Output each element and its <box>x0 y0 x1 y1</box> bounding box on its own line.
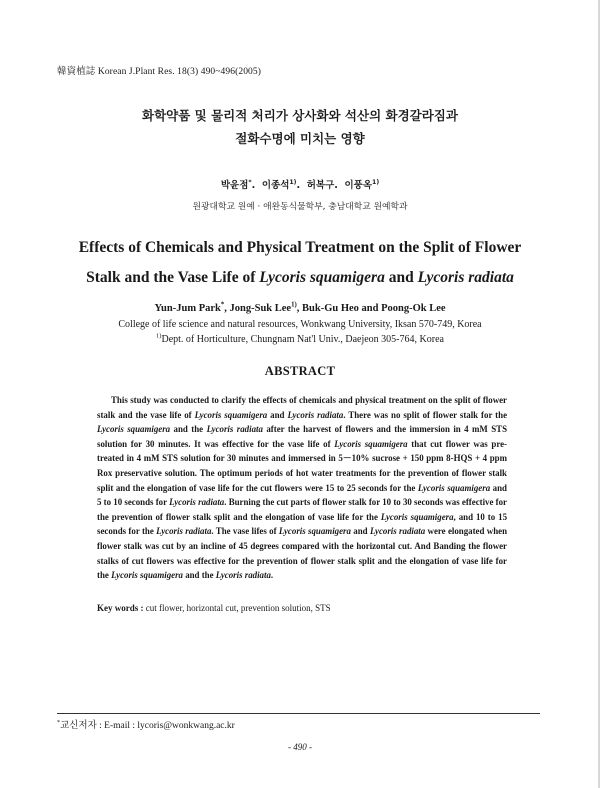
species-name: Lycoris squamigera <box>278 526 351 537</box>
keywords <box>97 603 507 613</box>
abstract-body: This study was conducted to clarify the effects of chemicals and physical treatment on the split of flower stalk and the vase life of Lycoris squamigera and Lycoris radiata. There was no split of flower stalk for the Lycoris squamigera and the Lycoris radiata after the harvest of flowers and the immersion in 4 mM STS solution for 30 minutes. It was effective for the vase life of Lycoris squamigera that cut flower was pre-treated in 4 mM STS solution for 30 minutes and immersed in 5－10% sucrose + 150 ppm 8-HQS + 4 ppm Rox preservative solution. The optimum periods of hot water treatments for the prevention of flower stalk split and the elongation of vase life for the cut flowers were 15 to 25 seconds for the Lycoris squamigera and 5 to 10 seconds for Lycoris radiata. Burning the cut parts of flower stalk for 10 to 30 seconds was effective for the prevention of flower stalk split and the elongation of vase life for the Lycoris squamigera, and 10 to 15 seconds for the Lycoris radiata. The vase lifes of Lycoris squamigera and Lycoris radiata were elongated when flower stalk was cut by an incline of 45 degrees compared with the horizontal cut. And Banding the flower stalks of cut flowers was effective for the prevention of flower stalk split and the elongation of vase life for the Lycoris squamigera and the Lycoris radiata. <box>97 395 508 581</box>
species-name: Lycoris squamigera <box>334 438 408 449</box>
abstract-heading: ABSTRACT <box>264 364 336 378</box>
english-title-line-1: Effects of Chemicals and Physical Treatment on the Split of Flower <box>78 239 522 256</box>
korean-authors: 박윤점*. 이종석$^{1)}$. 허복구. 이풍옥$^{1)}$ <box>220 178 380 191</box>
journal-header: 韓資植誌 Korean J.Plant Res. 18(3) 490~496(2005) <box>57 67 262 77</box>
species-name: Lycoris radiata <box>417 269 514 286</box>
species-name: Lycoris squamigera <box>417 482 491 493</box>
species-name: Lycoris squamigera <box>97 424 171 435</box>
korean-author-1: 박윤점 <box>220 180 249 191</box>
footnote-divider <box>57 713 540 714</box>
author-mark: 1) <box>291 301 297 309</box>
species-name: Lycoris squamigera <box>194 409 268 420</box>
korean-author-4: 이풍옥 <box>344 180 373 191</box>
other-authors: , Buk-Gu Heo and Poong-Ok Lee <box>296 303 446 314</box>
author-2: Jong-Suk Lee <box>229 303 292 314</box>
affiliation-mark: 1) <box>156 332 162 340</box>
title-text: Stalk and the Vase Life of <box>86 269 260 286</box>
footnote-mark: * <box>57 719 61 726</box>
affiliation-text: Dept. of Horticulture, Chungnam Nat'l Univ., Daejeon 305-764, Korea <box>161 334 444 345</box>
species-name: Lycoris radiata <box>206 424 263 435</box>
author-mark: 1) <box>372 178 380 186</box>
korean-title-line-2: 절화수명에 미치는 영향 <box>235 131 365 146</box>
korean-author-2: 이종석 <box>261 180 290 191</box>
keywords-text: cut flower, horizontal cut, prevention solution, STS <box>143 603 331 613</box>
footnote-text: 교신저자 : E-mail : lycoris@wonkwang.ac.kr <box>60 721 235 731</box>
korean-affiliation: 원광대학교 원예 · 애완동식물학부, 충남대학교 원예학과 <box>192 202 408 212</box>
species-name: Lycoris squamigera <box>111 570 183 581</box>
species-name: Lycoris radiata <box>169 497 225 508</box>
species-name: Lycoris radiata <box>215 570 271 581</box>
author-mark: * <box>220 301 225 309</box>
author-mark: * <box>248 178 252 186</box>
species-name: Lycoris squamigera <box>380 511 454 522</box>
keywords-label: Key words : <box>97 603 144 613</box>
species-name: Lycoris radiata <box>287 409 344 420</box>
page-number: - 490 - <box>288 742 312 752</box>
title-text: and <box>384 269 418 286</box>
species-name: Lycoris radiata <box>156 526 212 537</box>
korean-title-line-1: 화학약품 및 물리적 처리가 상사화와 석산의 화경갈라짐과 <box>142 108 458 123</box>
species-name: Lycoris squamigera <box>259 269 385 286</box>
species-name: Lycoris radiata <box>369 526 426 537</box>
english-affiliation-1: College of life science and natural resources, Wonkwang University, Iksan 570-749, Korea <box>118 319 482 330</box>
english-affiliation-2 <box>0 334 600 345</box>
korean-author-3: 허복구 <box>306 180 335 191</box>
corresponding-author-footnote <box>57 717 235 731</box>
english-authors: Yun-Jum Park*, Jong-Suk Lee$^{1)}$, Buk-Gu Heo and Poong-Ok Lee <box>154 301 446 314</box>
author-1: Yun-Jum Park <box>154 303 221 314</box>
author-mark: 1) <box>289 178 297 186</box>
english-title-line-2 <box>0 269 600 287</box>
